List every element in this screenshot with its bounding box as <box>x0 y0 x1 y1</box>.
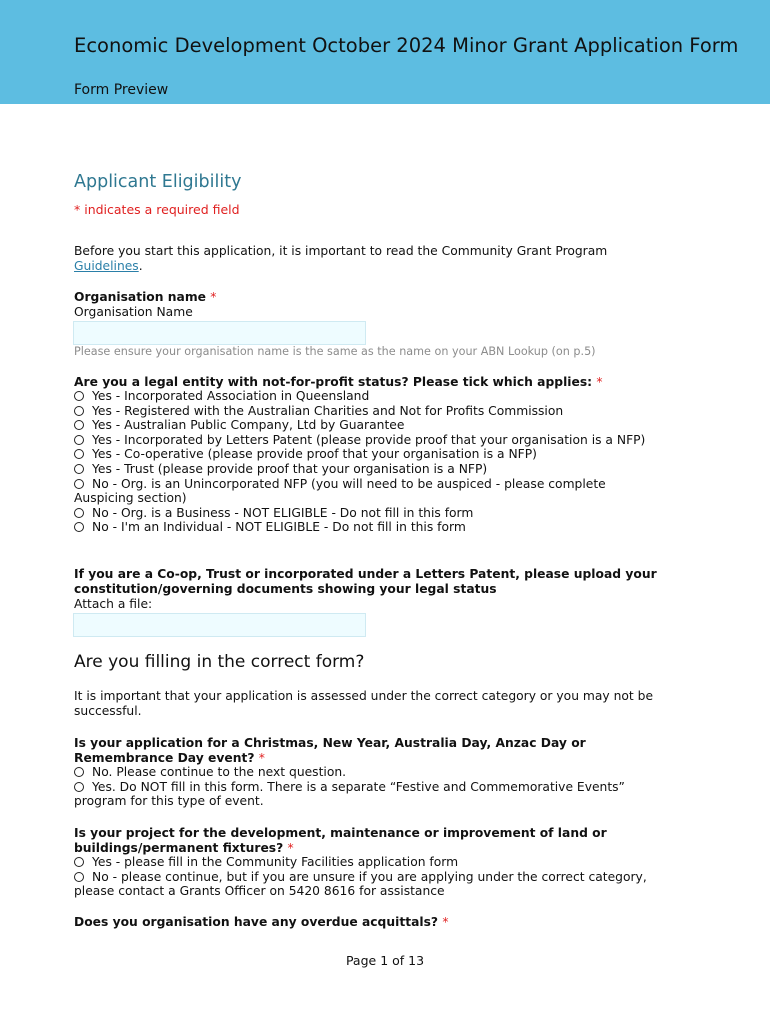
radio-option[interactable]: Yes - Co-operative (please provide proof that your organisation is a NFP) <box>74 447 654 462</box>
radio-option[interactable]: No - please continue, but if you are unsure if you are applying under the correct category, please contact a Grants Officer on 5420 8616 for assistance <box>74 869 647 899</box>
attach-file-input[interactable] <box>73 613 366 637</box>
page-number: Page 1 of 13 <box>345 953 425 968</box>
radio-icon[interactable] <box>74 508 84 518</box>
radio-option[interactable]: Yes - Registered with the Australian Charities and Not for Profits Commission <box>74 404 654 419</box>
form-title: Economic Development October 2024 Minor Grant Application Form <box>74 34 739 57</box>
org-name-input[interactable] <box>73 321 366 345</box>
radio-option[interactable]: Yes. Do NOT fill in this form. There is a separate “Festive and Commemorative Events” program for this type of event. <box>74 779 625 809</box>
radio-option[interactable]: No - Org. is an Unincorporated NFP (you will need to be auspiced - please complete Auspicing section) <box>74 476 606 506</box>
radio-icon[interactable] <box>74 767 84 777</box>
org-name-label: Organisation Name <box>74 305 193 319</box>
section-title-eligibility: Applicant Eligibility <box>74 172 242 192</box>
radio-option[interactable]: No - Org. is a Business - NOT ELIGIBLE - Do not fill in this form <box>74 506 654 521</box>
attach-file-label: Attach a file: <box>74 597 153 611</box>
intro-paragraph: Before you start this application, it is important to read the Community Grant Program Guidelines. <box>74 244 608 273</box>
legal-entity-question: Are you a legal entity with not-for-profit status? Please tick which applies: * <box>74 375 603 389</box>
section-title-correct-form: Are you filling in the correct form? <box>74 652 365 672</box>
radio-option[interactable]: Yes - Australian Public Company, Ltd by Guarantee <box>74 418 654 433</box>
events-question: Is your application for a Christmas, New Year, Australia Day, Anzac Day or Remembrance Day event? * <box>74 736 586 765</box>
required-field-note: * indicates a required field <box>74 202 240 217</box>
radio-icon[interactable] <box>74 857 84 867</box>
radio-icon[interactable] <box>74 522 84 532</box>
form-subtitle: Form Preview <box>74 82 169 98</box>
radio-icon[interactable] <box>74 479 84 489</box>
radio-option[interactable]: No - I'm an Individual - NOT ELIGIBLE - Do not fill in this form <box>74 520 654 535</box>
radio-icon[interactable] <box>74 435 84 445</box>
acquittals-question: Does you organisation have any overdue acquittals? * <box>74 915 449 929</box>
radio-option[interactable]: Yes - Trust (please provide proof that your organisation is a NFP) <box>74 462 654 477</box>
guidelines-link[interactable]: Guidelines <box>74 259 139 273</box>
radio-icon[interactable] <box>74 406 84 416</box>
land-options <box>74 855 654 899</box>
radio-icon[interactable] <box>74 782 84 792</box>
radio-option[interactable]: No. Please continue to the next question. <box>74 765 674 780</box>
radio-option[interactable]: Yes - Incorporated by Letters Patent (please provide proof that your organisation is a NFP) <box>74 433 654 448</box>
radio-option[interactable]: Yes - please fill in the Community Facilities application form <box>74 855 654 870</box>
org-name-question: Organisation name * <box>74 290 217 304</box>
legal-entity-options <box>74 389 654 535</box>
radio-icon[interactable] <box>74 449 84 459</box>
correct-form-intro: It is important that your application is assessed under the correct category or you may not be successful. <box>74 689 654 718</box>
land-question: Is your project for the development, maintenance or improvement of land or buildings/permanent fixtures? * <box>74 826 607 855</box>
radio-icon[interactable] <box>74 872 84 882</box>
form-header <box>0 0 770 104</box>
radio-icon[interactable] <box>74 420 84 430</box>
radio-icon[interactable] <box>74 464 84 474</box>
radio-option[interactable]: Yes - Incorporated Association in Queensland <box>74 389 654 404</box>
events-options <box>74 765 674 809</box>
upload-question: If you are a Co-op, Trust or incorporated under a Letters Patent, please upload your constitution/governing documents showing your legal status <box>74 567 657 596</box>
radio-icon[interactable] <box>74 391 84 401</box>
org-name-hint: Please ensure your organisation name is the same as the name on your ABN Lookup (on p.5) <box>74 345 596 358</box>
